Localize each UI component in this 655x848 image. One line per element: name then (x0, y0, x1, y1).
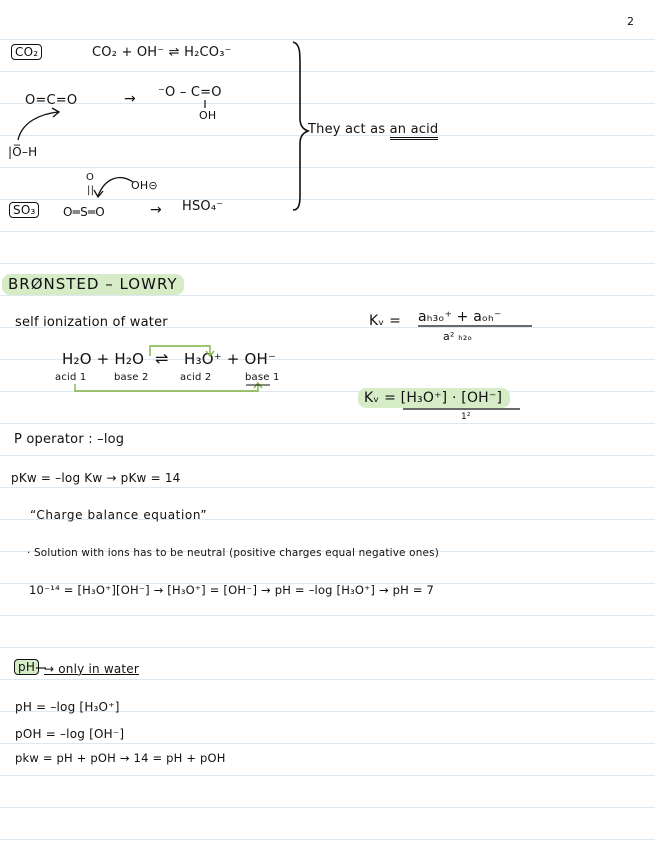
ph-definition: pH = –log [H₃O⁺] (15, 700, 120, 714)
label-base-1: base 1 (245, 372, 280, 383)
bronsted-lowry-heading: BRØNSTED – LOWRY (2, 274, 184, 295)
kw-concentration-rhs: [H₃O⁺] · [OH⁻] (400, 390, 503, 406)
so3-boxed-label: SO₃ (9, 202, 39, 218)
water-equation-right: H₃O⁺ + OH⁻ (184, 350, 277, 368)
hydroxide-attack-label: OH⊝ (131, 179, 158, 192)
co2-boxed-label: CO₂ (11, 44, 42, 60)
hydroxide-lewis: |O̅–H (8, 145, 38, 159)
so3-attack-arrow (98, 178, 133, 196)
page-number: 2 (627, 15, 634, 28)
kw-concentration-lhs: Kᵥ = (364, 390, 396, 406)
bicarbonate-structure: ⁻O – C=O (158, 85, 222, 100)
acid-conclusion-emphasis: an acid (390, 122, 439, 140)
so3-lewis-structure: O═S═O (63, 205, 105, 219)
neutral-ph-chain: 10⁻¹⁴ = [H₃O⁺][OH⁻] → [H₃O⁺] = [OH⁻] → pH = –log [H₃O⁺] → pH = 7 (29, 583, 435, 597)
water-equation-left: H₂O + H₂O (62, 350, 145, 368)
self-ionization-label: self ionization of water (15, 315, 168, 330)
kw-concentration-denominator: 1² (461, 412, 471, 422)
label-base-2: base 2 (114, 372, 149, 383)
conjugate-pair-arrow (75, 384, 258, 391)
kw-activity-lhs: Kᵥ = (369, 313, 401, 329)
grouping-brace (293, 42, 308, 210)
reaction-arrow: → (124, 91, 136, 107)
ph-only-in-water: → only in water (44, 662, 140, 676)
neutrality-note: · Solution with ions has to be neutral (positive charges equal negative ones) (27, 547, 439, 559)
equilibrium-arrows: ⇌ (155, 349, 169, 368)
kw-activity-denominator: a² ₕ₂ₒ (443, 330, 473, 343)
charge-balance-title: “Charge balance equation” (30, 508, 208, 522)
pkw-derivation: pKw = –log Kw → pKw = 14 (11, 471, 181, 485)
bicarbonate-oh-group: OH (199, 109, 217, 122)
acid-conclusion-prefix: They act as (308, 122, 390, 137)
co2-hydroxide-reaction: CO₂ + OH⁻ ⇌ H₂CO₃⁻ (92, 45, 232, 60)
poh-definition: pOH = –log [OH⁻] (15, 727, 125, 741)
so3-reaction-arrow: → (150, 202, 162, 218)
so3-double-bond: || (87, 185, 95, 196)
proton-transfer-arrow-top (150, 346, 210, 356)
p-operator-definition: P operator : –log (14, 432, 125, 447)
ph-boxed-label: pH (14, 659, 39, 675)
hydrogen-sulfate: HSO₄⁻ (182, 199, 224, 214)
pkw-sum-relation: pkw = pH + pOH → 14 = pH + pOH (15, 751, 226, 765)
so3-top-oxygen: O (86, 172, 95, 183)
nucleophile-attack-arrow (18, 112, 58, 140)
co2-lewis-structure: O=C=O (25, 93, 78, 108)
kw-activity-numerator: aₕ₃ₒ⁺ + aₒₕ⁻ (418, 309, 502, 325)
label-acid-1: acid 1 (55, 372, 87, 383)
label-acid-2: acid 2 (180, 372, 212, 383)
